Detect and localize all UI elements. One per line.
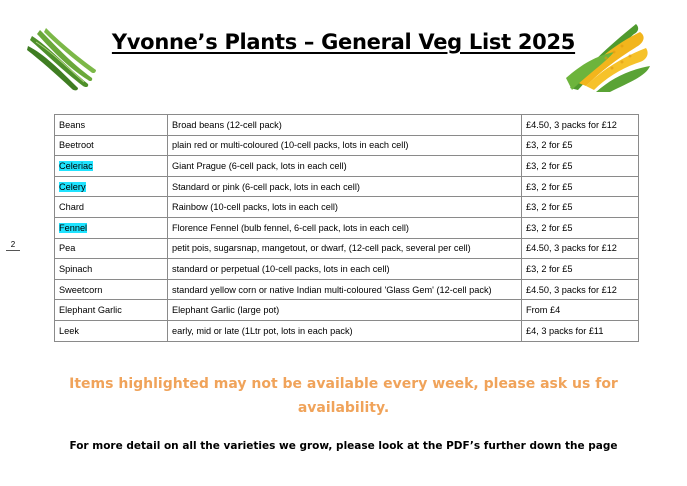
veg-name: Chard [59,202,85,213]
veg-name-cell [55,197,168,218]
veg-list-body [55,115,639,342]
veg-description: standard or perpetual (10-cell packs, lots in each cell) [168,259,522,280]
table-row [55,115,639,136]
veg-name-cell [55,320,168,341]
veg-name-cell [55,217,168,238]
veg-description: Elephant Garlic (large pot) [168,300,522,321]
veg-name-cell [55,176,168,197]
veg-description: Giant Prague (6-cell pack, lots in each cell) [168,156,522,177]
veg-name-cell [55,238,168,259]
veg-price: £3, 2 for £5 [522,135,639,156]
veg-price: £4.50, 3 packs for £12 [522,279,639,300]
page-title-text: Yvonne’s Plants – General Veg List 2025 [111,30,576,54]
veg-name: Leek [59,325,79,336]
veg-price: £4, 3 packs for £11 [522,320,639,341]
veg-description: Broad beans (12-cell pack) [168,115,522,136]
table-row [55,300,639,321]
veg-price: £4.50, 3 packs for £12 [522,238,639,259]
veg-price: £3, 2 for £5 [522,197,639,218]
veg-price: £4.50, 3 packs for £12 [522,115,639,136]
veg-description: early, mid or late (1Ltr pot, lots in each pack) [168,320,522,341]
veg-description: plain red or multi-coloured (10-cell packs, lots in each cell) [168,135,522,156]
veg-name-cell [55,135,168,156]
table-row [55,135,639,156]
sweetcorn-image [566,18,650,92]
page-number: 2 [6,240,20,251]
veg-price: £3, 2 for £5 [522,259,639,280]
veg-name: Celery [59,181,86,192]
veg-name: Pea [59,243,76,254]
veg-name-cell [55,300,168,321]
table-row [55,217,639,238]
table-row [55,259,639,280]
footer-note: For more detail on all the varieties we grow, please look at the PDF’s further down the page [69,440,618,452]
veg-list-table [54,114,639,342]
green-beans-image [26,26,98,92]
table-row [55,279,639,300]
veg-description: Rainbow (10-cell packs, lots in each cell) [168,197,522,218]
veg-name: Spinach [59,263,93,274]
veg-name: Elephant Garlic [59,305,122,316]
table-row [55,238,639,259]
table-row [55,156,639,177]
veg-price: From £4 [522,300,639,321]
veg-name-cell [55,115,168,136]
veg-name: Fennel [59,222,88,233]
veg-name-cell [55,156,168,177]
veg-name-cell [55,259,168,280]
veg-description: Standard or pink (6-cell pack, lots in each cell) [168,176,522,197]
veg-name: Sweetcorn [59,284,103,295]
table-row [55,197,639,218]
veg-description: standard yellow corn or native Indian multi-coloured 'Glass Gem' (12-cell pack) [168,279,522,300]
veg-price: £3, 2 for £5 [522,156,639,177]
veg-name: Beans [59,119,86,130]
veg-description: Florence Fennel (bulb fennel, 6-cell pack, lots in each cell) [168,217,522,238]
veg-name-cell [55,279,168,300]
veg-name: Beetroot [59,140,94,151]
veg-price: £3, 2 for £5 [522,217,639,238]
veg-description: petit pois, sugarsnap, mangetout, or dwarf, (12-cell pack, several per cell) [168,238,522,259]
veg-price: £3, 2 for £5 [522,176,639,197]
table-row [55,176,639,197]
availability-notice: Items highlighted may not be available every week, please ask us for availability. [69,376,618,416]
veg-name: Celeriac [59,160,93,171]
table-row [55,320,639,341]
